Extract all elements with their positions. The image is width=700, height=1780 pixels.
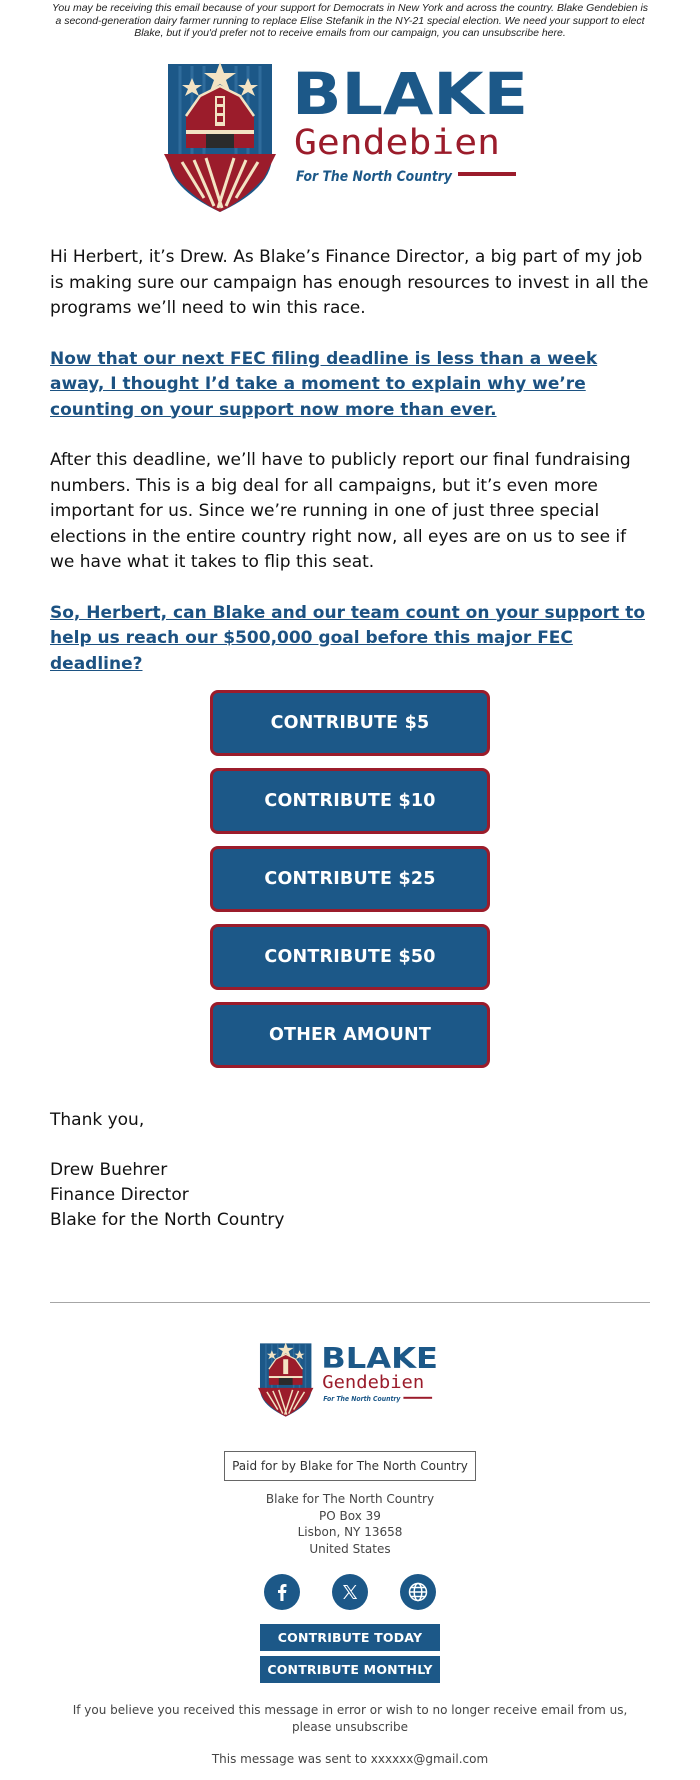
paragraph-intro: Hi Herbert, it’s Drew. As Blake’s Finance Director, a big part of my job is making sure our campaign has enough resources to invest in all the programs we’ll need to win this race.: [50, 247, 649, 318]
footer-logo-graphic: [258, 1340, 442, 1418]
globe-icon[interactable]: [400, 1574, 436, 1610]
footer-logo-name-bottom: Gendebien: [322, 1372, 425, 1393]
footer-logo-name-top: BLAKE: [321, 1341, 439, 1376]
contribute-50-button[interactable]: CONTRIBUTE $50: [210, 924, 490, 990]
logo-name-bottom: Gendebien: [294, 123, 500, 163]
preheader-text: You may be receiving this email because of your support for Democrats in New York and across the country. Blake Gendebien is a second-generation dairy farmer running to replace Elise Stefanik in the NY-21 special election. We need your support to elect Blake, but if you'd prefer not to receive emails from our campaign, you can unsubscribe here.: [51, 2, 649, 39]
signer-title: Finance Director: [50, 1185, 189, 1205]
address-line-1: Blake for The North Country: [265, 1492, 435, 1506]
footer-logo[interactable]: [258, 1340, 442, 1418]
footer-logo-tagline: For The North Country: [323, 1395, 401, 1404]
social-links: [264, 1574, 436, 1610]
paragraph-deadline: After this deadline, we’ll have to publicly report our final fundraising numbers. This is a big deal for all campaigns, but it’s even more important for us. Since we’re running in one of just three special elections in the entire country right now, all eyes are on us to see if we have what it takes to flip this seat.: [50, 450, 631, 572]
contribute-10-button[interactable]: CONTRIBUTE $10: [210, 768, 490, 834]
contribute-today-button[interactable]: CONTRIBUTE TODAY: [260, 1624, 440, 1651]
logo-name-top: BLAKE: [292, 60, 528, 128]
contribute-5-button[interactable]: CONTRIBUTE $5: [210, 690, 490, 756]
footer-divider: [50, 1302, 650, 1303]
logo-graphic: [164, 58, 536, 214]
deadline-link[interactable]: Now that our next FEC filing deadline is less than a week away, I thought I’d take a moment to explain why we’re counting on your support now more than ever.: [50, 348, 598, 420]
x-icon[interactable]: [332, 1574, 368, 1610]
contribute-25-button[interactable]: CONTRIBUTE $25: [210, 846, 490, 912]
address-line-3: Lisbon, NY 13658: [297, 1525, 403, 1539]
other-amount-button[interactable]: OTHER AMOUNT: [210, 1002, 490, 1068]
facebook-icon[interactable]: [264, 1574, 300, 1610]
campaign-logo[interactable]: [164, 58, 536, 214]
email-body: [50, 245, 650, 702]
contribute-monthly-button[interactable]: CONTRIBUTE MONTHLY: [260, 1656, 440, 1683]
unsubscribe-notice[interactable]: If you believe you received this message in error or wish to no longer receive email from us, please unsubscribe: [72, 1703, 628, 1734]
mailing-address: [200, 1491, 500, 1557]
address-line-2: PO Box 39: [319, 1508, 381, 1523]
signature-block: [50, 1108, 650, 1233]
sent-to-notice: This message was sent to xxxxxx@gmail.com: [211, 1752, 489, 1766]
signer-name: Drew Buehrer: [50, 1160, 168, 1180]
signer-org: Blake for the North Country: [50, 1210, 285, 1230]
closing-thanks: Thank you,: [50, 1110, 145, 1130]
goal-link[interactable]: So, Herbert, can Blake and our team count on your support to help us reach our $500,000 goal before this major FEC deadline?: [50, 602, 645, 674]
logo-tagline: For The North Country: [296, 169, 453, 185]
paid-for-disclaimer: Paid for by Blake for The North Country: [224, 1451, 476, 1481]
contribution-buttons: [210, 690, 490, 1080]
address-line-4: United States: [309, 1541, 391, 1556]
